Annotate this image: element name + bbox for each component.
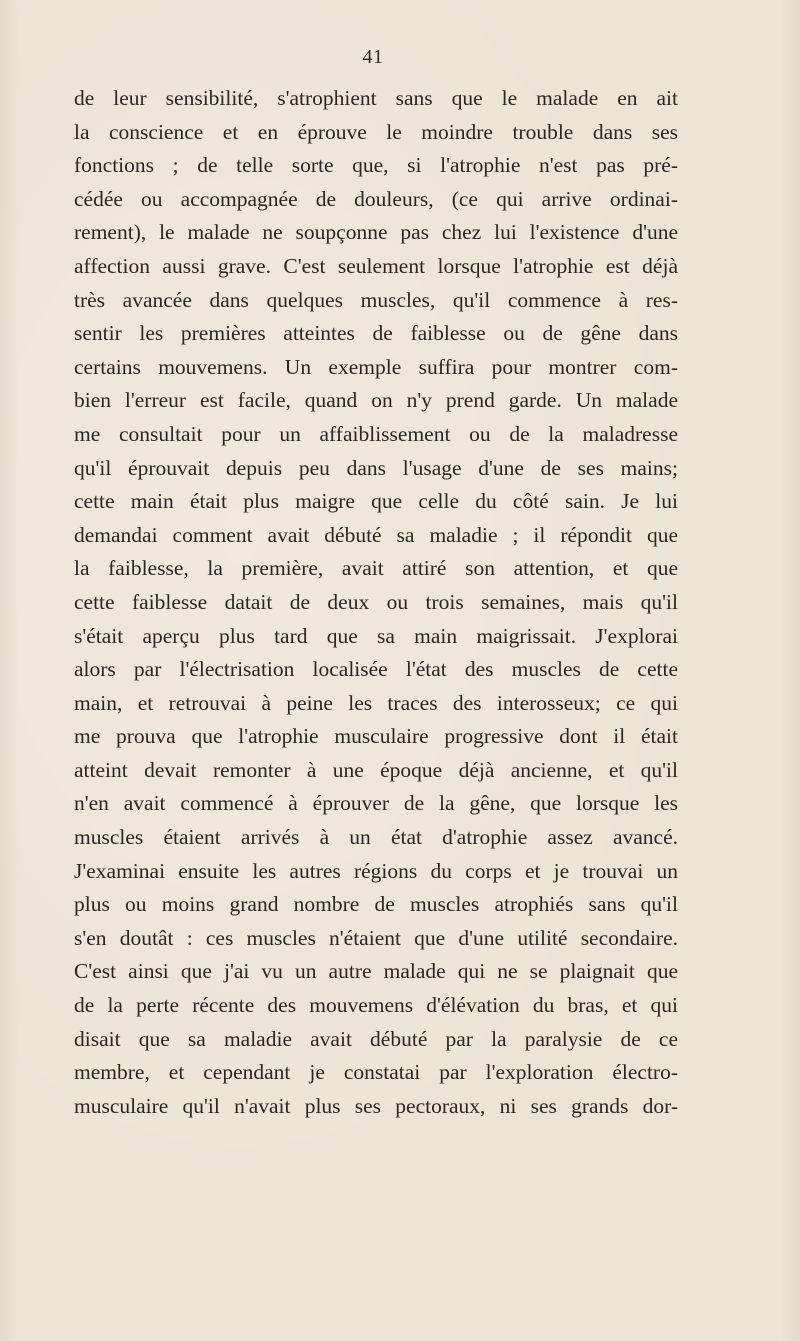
text-line: atteint devait remonter à une époque déjà ancienne, et qu'il <box>74 757 678 782</box>
text-line: disait que sa maladie avait débuté par la paralysie de ce <box>74 1026 678 1051</box>
text-line: de leur sensibilité, s'atrophient sans que le malade en ait <box>74 86 678 110</box>
text-line: main, et retrouvai à peine les traces des interosseux; ce qui <box>74 690 678 715</box>
text-line: C'est ainsi que j'ai vu un autre malade qui ne se plaignait que <box>74 959 678 984</box>
text-line: bien l'erreur est facile, quand on n'y prend garde. Un malade <box>74 388 678 413</box>
text-line: très avancée dans quelques muscles, qu'il commence à res- <box>74 287 678 312</box>
text-line: de la perte récente des mouvemens d'élévation du bras, et qui <box>74 993 678 1018</box>
text-line: plus ou moins grand nombre de muscles atrophiés sans qu'il <box>74 892 678 917</box>
text-line: membre, et cependant je constatai par l'exploration électro- <box>74 1060 678 1085</box>
text-line: s'en doutât : ces muscles n'étaient que d'une utilité secondaire. <box>74 925 678 950</box>
text-line: cette main était plus maigre que celle du côté sain. Je lui <box>74 489 678 514</box>
text-line: cette faiblesse datait de deux ou trois semaines, mais qu'il <box>74 589 678 614</box>
text-line: sentir les premières atteintes de faiblesse ou de gêne dans <box>74 321 678 346</box>
text-line: cédée ou accompagnée de douleurs, (ce qui arrive ordinai- <box>74 186 678 211</box>
text-line: me consultait pour un affaiblissement ou de la maladresse <box>74 421 678 446</box>
text-line: me prouva que l'atrophie musculaire progressive dont il était <box>74 724 678 749</box>
text-line: musculaire qu'il n'avait plus ses pectoraux, ni ses grands dor- <box>74 1093 678 1118</box>
text-line: alors par l'électrisation localisée l'état des muscles de cette <box>74 657 678 682</box>
text-line: s'était aperçu plus tard que sa main maigrissait. J'explorai <box>74 623 678 648</box>
page-number: 41 <box>362 46 384 68</box>
text-line: la conscience et en éprouve le moindre trouble dans ses <box>74 119 678 144</box>
text-line: fonctions ; de telle sorte que, si l'atrophie n'est pas pré- <box>74 153 678 178</box>
text-line: demandai comment avait débuté sa maladie ; il répondit que <box>74 522 678 547</box>
text-line: la faiblesse, la première, avait attiré son attention, et que <box>74 556 678 581</box>
text-line: n'en avait commencé à éprouver de la gêne, que lorsque les <box>74 791 678 816</box>
text-line: muscles étaient arrivés à un état d'atrophie assez avancé. <box>74 825 678 850</box>
text-line: certains mouvemens. Un exemple suffira pour montrer com- <box>74 354 678 379</box>
text-line: qu'il éprouvait depuis peu dans l'usage d'une de ses mains; <box>74 455 678 480</box>
body-text <box>74 82 678 1123</box>
text-line: rement), le malade ne soupçonne pas chez lui l'existence d'une <box>74 220 678 245</box>
text-line: affection aussi grave. C'est seulement lorsque l'atrophie est déjà <box>74 253 678 278</box>
text-line: J'examinai ensuite les autres régions du corps et je trouvai un <box>74 858 678 883</box>
